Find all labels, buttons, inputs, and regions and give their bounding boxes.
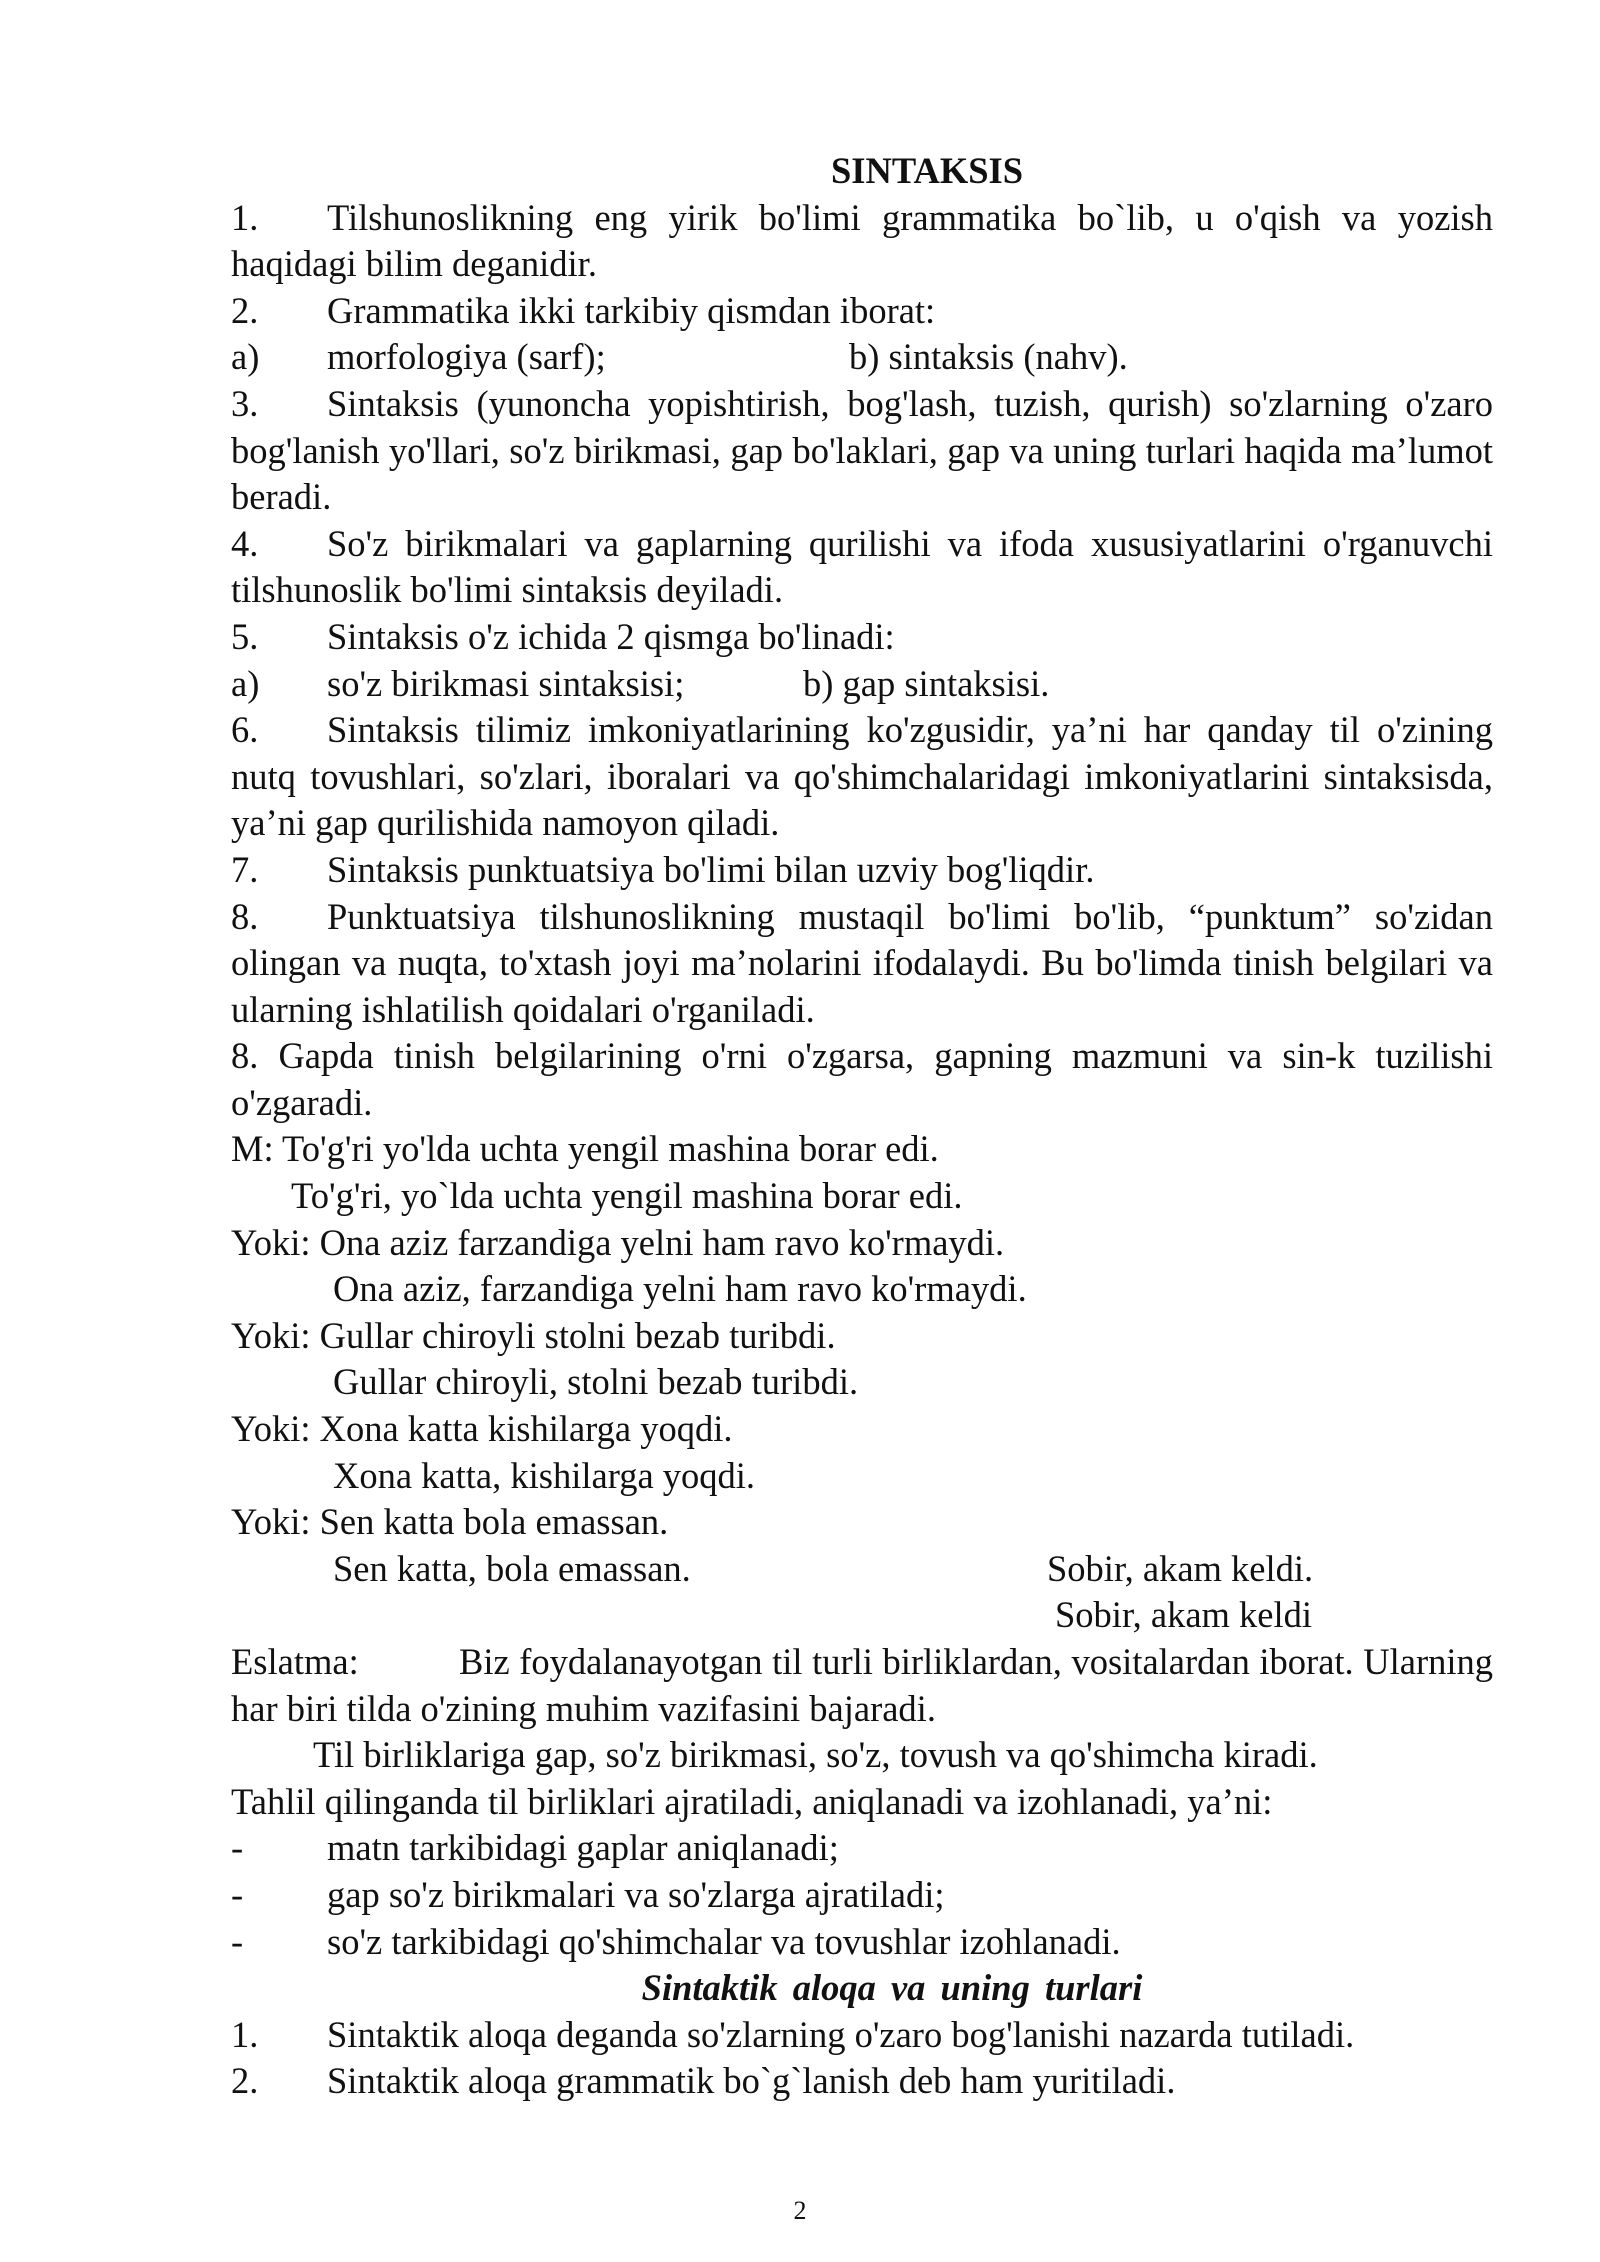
item-text: Sintaktik aloqa deganda so'zlarning o'zaro bog'lanishi nazarda tutiladi.	[327, 2013, 1355, 2055]
example-line: Xona katta, kishilarga yoqdi.	[333, 1454, 756, 1496]
example-line: M: To'g'ri yo'lda uchta yengil mashina borar edi.	[231, 1128, 939, 1170]
item-left-text: so'z birikmasi sintaksisi;	[327, 662, 685, 704]
bullet-text: matn tarkibidagi gaplar aniqlanadi;	[327, 1827, 839, 1869]
bullet-mark: -	[231, 1920, 244, 1962]
item-number: 4.	[231, 522, 259, 564]
item-text: Sintaksis punktuatsiya bo'limi bilan uzviy bog'liqdir.	[327, 848, 1095, 890]
item-text: Punktuatsiya tilshunoslikning mustaqil bo'limi bo'lib, “punktum” so'zidan olingan va nuqta, to'xtash joyi ma’nolarini ifodalaydi. Bu bo'limda tinish belgilari va ularning ishlatilish qoidalari o'rganiladi.	[231, 895, 1493, 1030]
item-number: 6.	[231, 709, 259, 751]
bullet-item	[231, 1919, 1493, 1966]
example-line: Yoki: Ona aziz farzandiga yelni ham ravo ko'rmaydi.	[231, 1221, 1005, 1263]
paragraph-text: Til birliklariga gap, so'z birikmasi, so'z, tovush va qo'shimcha kiradi.	[313, 1734, 1318, 1776]
eslatma-label: Eslatma:	[231, 1641, 359, 1682]
paragraph-1	[231, 195, 1493, 288]
example-line: Sobir, akam keldi.	[1047, 1547, 1314, 1589]
page-number: 2	[793, 2196, 807, 2225]
item-number: a)	[231, 662, 260, 704]
example-row	[231, 1546, 1493, 1593]
paragraph-4	[231, 521, 1493, 614]
paragraph-5a	[231, 661, 1493, 708]
bullet-mark: -	[231, 1827, 244, 1869]
section-title: Sintaktik aloqa va uning turlari	[641, 1967, 1143, 2009]
item-number: a)	[231, 336, 260, 378]
item-number: 7.	[231, 848, 259, 890]
section-item	[231, 2012, 1493, 2059]
paragraph-2	[231, 288, 1493, 335]
item-number: 1.	[231, 196, 259, 238]
item-number: 8.	[231, 895, 259, 937]
item-number: 5.	[231, 615, 259, 657]
eslatma-text: Biz foydalanayotgan til turli birliklardan, vositalardan iborat. Ularning har biri tilda o'zining muhim vazifasini bajaradi.	[231, 1641, 1493, 1729]
example-line: To'g'ri, yo`lda uchta yengil mashina borar edi.	[291, 1175, 963, 1217]
item-right-text: b) gap sintaksisi.	[803, 662, 1050, 704]
item-text: Sintaksis tilimiz imkoniyatlarining ko'zgusidir, ya’ni har qanday til o'zining nutq tovushlari, so'zlari, iboralari va qo'shimchalaridagi imkoniyatlarini sintaksisda, ya’ni gap qurilishida namoyon qiladi.	[231, 709, 1493, 844]
paragraph-8b: 8. Gapda tinish belgilarining o'rni o'zgarsa, gapning mazmuni va sin-k tuzilishi o'zgaradi.	[231, 1035, 1493, 1123]
item-text: So'z birikmalari va gaplarning qurilishi va ifoda xususiyatlarini o'rganuvchi tilshunoslik bo'limi sintaksis deyiladi.	[231, 522, 1493, 611]
paragraph-8	[231, 894, 1493, 1034]
paragraph-3	[231, 381, 1493, 521]
item-text: Grammatika ikki tarkibiy qismdan iborat:	[327, 289, 936, 331]
example-line: Yoki: Sen katta bola emassan.	[231, 1501, 669, 1543]
paragraph-5	[231, 614, 1493, 661]
item-text: Sintaksis (yunoncha yopishtirish, bog'lash, tuzish, qurish) so'zlarning o'zaro bog'lanish yo'llari, so'z birikmasi, gap bo'laklari, gap va uning turlari haqida ma’lumot beradi.	[231, 382, 1493, 518]
example-line: Sobir, akam keldi	[1055, 1594, 1313, 1636]
bullet-mark: -	[231, 1873, 244, 1915]
paragraph-text: Tahlil qilinganda til birliklari ajratiladi, aniqlanadi va izohlanadi, ya’ni:	[231, 1780, 1273, 1822]
document-page	[231, 148, 1493, 2105]
item-left-text: morfologiya (sarf);	[327, 336, 606, 378]
page-title: SINTAKSIS	[830, 150, 1024, 191]
bullet-item	[231, 1825, 1493, 1872]
paragraph-2a	[231, 334, 1493, 381]
paragraph-6	[231, 707, 1493, 847]
item-text: Sintaktik aloqa grammatik bo`g`lanish deb ham yuritiladi.	[327, 2060, 1176, 2102]
item-right-text: b) sintaksis (nahv).	[849, 336, 1128, 378]
example-line: Yoki: Xona katta kishilarga yoqdi.	[231, 1408, 733, 1450]
section-item	[231, 2058, 1493, 2105]
item-number: 2.	[231, 289, 259, 331]
bullet-text: gap so'z birikmalari va so'zlarga ajratiladi;	[327, 1873, 945, 1915]
eslatma-paragraph	[231, 1639, 1493, 1732]
item-number: 2.	[231, 2060, 259, 2102]
item-text: Sintaksis o'z ichida 2 qismga bo'linadi:	[327, 615, 895, 657]
example-line: Gullar chiroyli, stolni bezab turibdi.	[333, 1361, 859, 1403]
item-number: 3.	[231, 382, 259, 424]
item-text: Tilshunoslikning eng yirik bo'limi grammatika bo`lib, u o'qish va yozish haqidagi bilim deganidir.	[231, 196, 1493, 285]
bullet-item	[231, 1872, 1493, 1919]
item-number: 1.	[231, 2013, 259, 2055]
bullet-text: so'z tarkibidagi qo'shimchalar va tovushlar izohlanadi.	[327, 1920, 1121, 1962]
example-line: Sen katta, bola emassan.	[333, 1547, 691, 1589]
example-line: Ona aziz, farzandiga yelni ham ravo ko'rmaydi.	[333, 1268, 1027, 1310]
paragraph-7	[231, 847, 1493, 894]
example-line: Yoki: Gullar chiroyli stolni bezab turibdi.	[231, 1314, 836, 1356]
